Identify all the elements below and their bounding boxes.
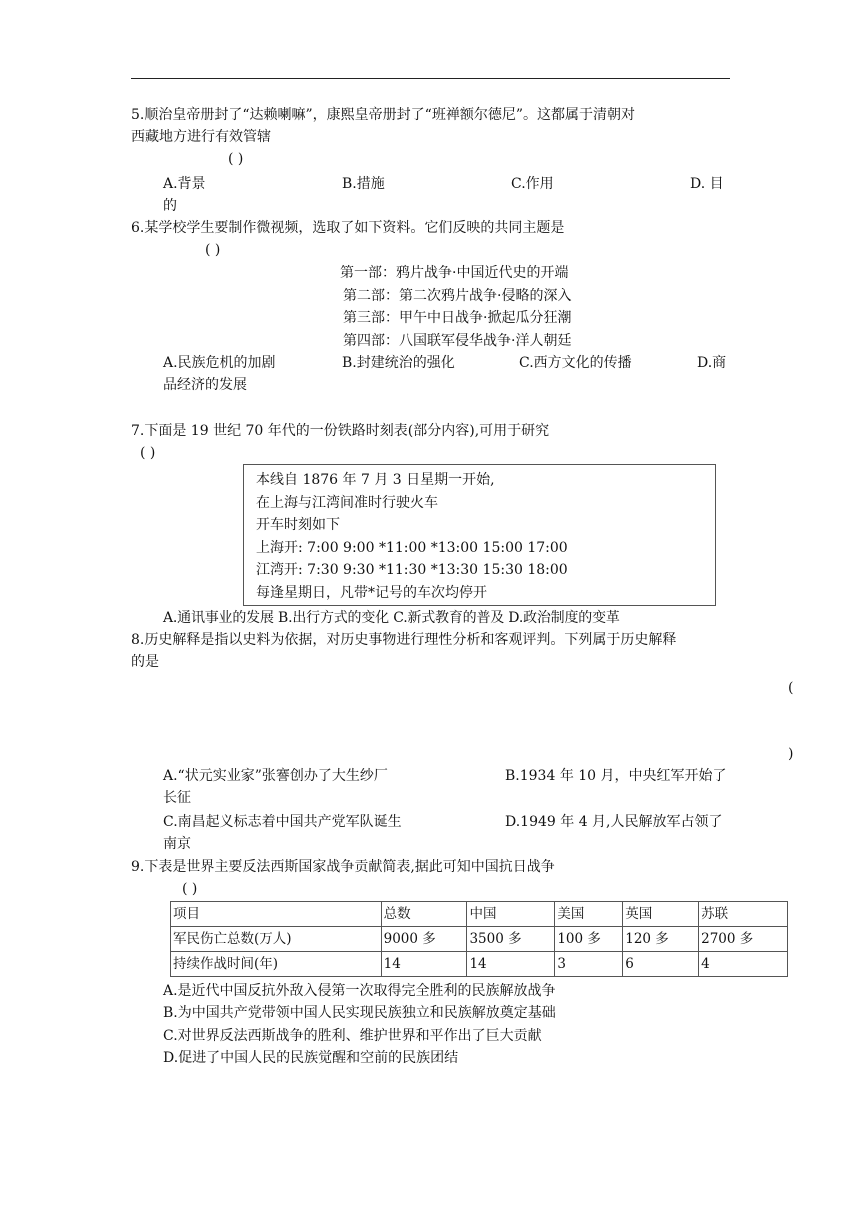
- table-header-cell: 美国: [555, 902, 623, 927]
- q8-stem: 8.历史解释是指以史料为依据，对历史事物进行理性分析和客观评判。下列属于历史解释: [131, 632, 677, 648]
- table-cell: 120 多: [623, 927, 699, 952]
- timetable-line: 开车时刻如下: [256, 517, 340, 533]
- q6-part-1: 第一部：鸦片战争·中国近代史的开端: [340, 265, 569, 281]
- table-header-row: [171, 902, 788, 927]
- q9-stem: 9.下表是世界主要反法西斯国家战争贡献简表,据此可知中国抗日战争: [131, 859, 555, 875]
- q6-option-c: C.西方文化的传播: [519, 355, 632, 371]
- timetable-line: 在上海与江湾间准时行驶火车: [256, 494, 438, 511]
- table-cell: 军民伤亡总数(万人): [171, 927, 382, 952]
- header-rule: [131, 78, 730, 79]
- q6-stem: 6.某学校学生要制作微视频，选取了如下资料。它们反映的共同主题是: [131, 220, 565, 236]
- timetable-line: 上海开: 7:00 9:00 *11:00 *13:00 15:00 17:00: [256, 539, 568, 556]
- table-cell: 100 多: [555, 927, 623, 952]
- q5-answer-paren: ( ): [228, 151, 244, 167]
- q9-answer-paren: ( ): [182, 881, 198, 897]
- q5-option-c: C.作用: [511, 176, 554, 192]
- q6-part-4: 第四部：八国联军侵华战争·洋人朝廷: [343, 333, 572, 349]
- table-header-cell: 英国: [623, 902, 699, 927]
- q9-option-d: D.促进了中国人民的民族觉醒和空前的民族团结: [163, 1050, 459, 1066]
- q7-stem: 7.下面是 19 世纪 70 年代的一份铁路时刻表(部分内容),可用于研究: [131, 423, 550, 439]
- q6-option-d: D.商: [697, 355, 727, 371]
- table-cell: 持续作战时间(年): [171, 952, 382, 977]
- table-cell: 6: [623, 952, 699, 977]
- q8-paren-close: ): [788, 746, 794, 762]
- table-cell: 9000 多: [381, 927, 467, 952]
- q8-stem-cont: 的是: [131, 654, 159, 670]
- q5-stem: 5.顺治皇帝册封了“达赖喇嘛”，康熙皇帝册封了“班禅额尔德尼”。这都属于清朝对: [131, 107, 635, 123]
- table-row: [171, 952, 788, 977]
- q8-option-c: C.南昌起义标志着中国共产党军队诞生: [163, 814, 402, 830]
- q8-option-d: D.1949 年 4 月,人民解放军占领了: [505, 814, 723, 830]
- q6-part-2: 第二部：第二次鸦片战争·侵略的深入: [343, 288, 572, 304]
- q5-option-b: B.措施: [342, 176, 385, 192]
- q8-option-d-wrap: 南京: [163, 836, 191, 852]
- table-header-cell: 中国: [467, 902, 555, 927]
- q6-answer-paren: ( ): [205, 242, 221, 258]
- table-cell: 14: [381, 952, 467, 977]
- q5-stem-cont: 西藏地方进行有效管辖: [131, 129, 271, 145]
- q5-option-a: A.背景: [163, 176, 206, 192]
- timetable-line: 本线自 1876 年 7 月 3 日星期一开始,: [256, 472, 495, 488]
- q6-option-b: B.封建统治的强化: [342, 355, 455, 371]
- q7-options: A.通讯事业的发展 B.出行方式的变化 C.新式教育的普及 D.政治制度的变革: [163, 610, 620, 626]
- q5-option-d: D. 目: [690, 176, 724, 192]
- table-cell: 3500 多: [467, 927, 555, 952]
- table-header-cell: 总数: [381, 902, 467, 927]
- table-cell: 2700 多: [699, 927, 788, 952]
- q5-option-d-wrap: 的: [163, 198, 177, 214]
- q8-option-b-wrap: 长征: [163, 790, 191, 806]
- q8-paren-open: (: [788, 680, 794, 696]
- table-cell: 3: [555, 952, 623, 977]
- q9-option-a: A.是近代中国反抗外敌入侵第一次取得完全胜利的民族解放战争: [163, 983, 556, 999]
- table-header-cell: 项目: [171, 902, 382, 927]
- table-cell: 4: [699, 952, 788, 977]
- q8-option-a: A.“状元实业家”张謇创办了大生纱厂: [163, 768, 388, 784]
- q6-part-3: 第三部：甲午中日战争·掀起瓜分狂潮: [343, 310, 572, 326]
- q9-option-c: C.对世界反法西斯战争的胜利、维护世界和平作出了巨大贡献: [163, 1028, 542, 1044]
- table-header-cell: 苏联: [699, 902, 788, 927]
- q8-option-b: B.1934 年 10 月，中央红军开始了: [505, 768, 727, 784]
- q6-option-d-wrap: 品经济的发展: [163, 377, 247, 393]
- q7-answer-paren: ( ): [140, 445, 156, 461]
- q6-option-a: A.民族危机的加剧: [163, 355, 276, 371]
- table-cell: 14: [467, 952, 555, 977]
- railway-timetable-box: [243, 464, 716, 606]
- war-contribution-table: [170, 901, 788, 977]
- timetable-line: 江湾开: 7:30 9:30 *11:30 *13:30 15:30 18:00: [256, 562, 568, 578]
- table-row: [171, 927, 788, 952]
- q9-option-b: B.为中国共产党带领中国人民实现民族独立和民族解放奠定基础: [163, 1005, 556, 1021]
- timetable-line: 每逢星期日，凡带*记号的车次均停开: [256, 584, 487, 601]
